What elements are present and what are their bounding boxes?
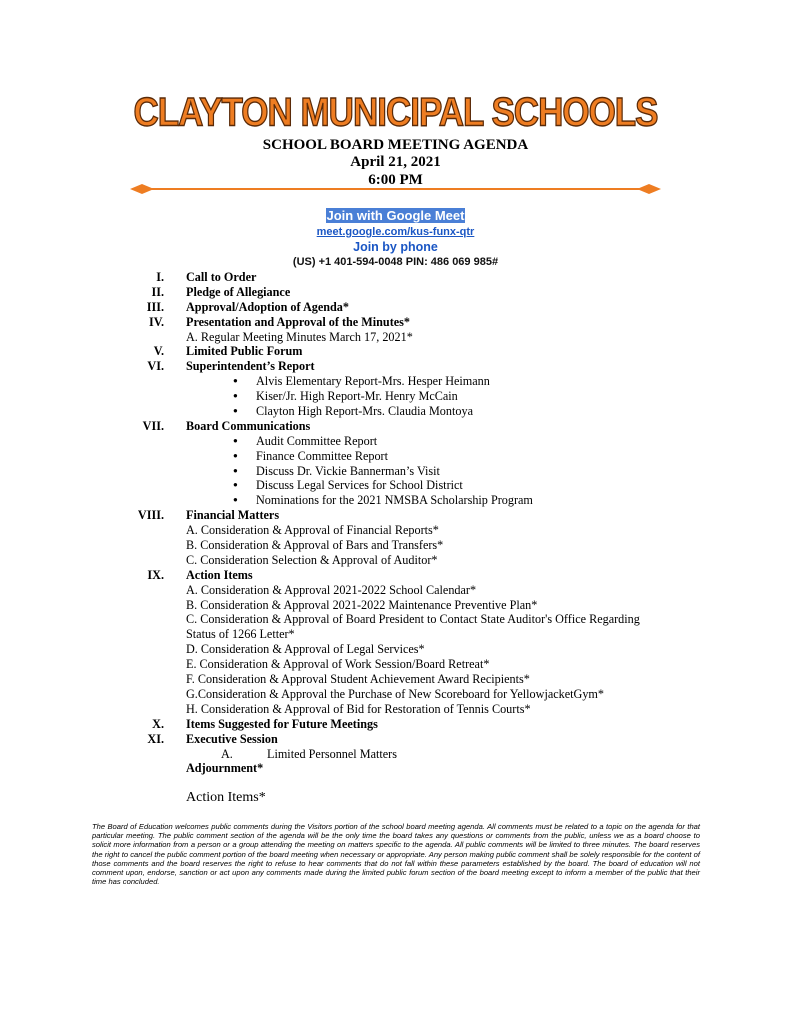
agenda-bullet-item: Nominations for the 2021 NMSBA Scholarship Program <box>256 493 533 508</box>
agenda-bullet-item: Clayton High Report-Mrs. Claudia Montoya <box>256 404 473 419</box>
agenda-row <box>0 598 791 613</box>
agenda-item-number: II. <box>151 284 164 299</box>
agenda-row <box>0 449 791 464</box>
agenda-list <box>0 270 791 776</box>
agenda-row <box>0 732 791 747</box>
agenda-item-title: Financial Matters <box>186 508 280 523</box>
agenda-row <box>0 464 791 479</box>
agenda-item-title: Action Items <box>186 567 253 582</box>
agenda-subitem: H. Consideration & Approval of Bid for Restoration of Tennis Courts* <box>186 701 531 716</box>
agenda-row <box>0 627 791 642</box>
agenda-subitem: F. Consideration & Approval Student Achievement Award Recipients* <box>186 672 530 687</box>
agenda-subitem: Limited Personnel Matters <box>267 746 397 761</box>
agenda-subitem-letter: A. <box>221 746 233 761</box>
agenda-item-number: I. <box>156 270 164 284</box>
phone-pin: (US) +1 401-594-0048 PIN: 486 069 985# <box>292 256 499 268</box>
agenda-row <box>0 538 791 553</box>
join-by-phone-label[interactable]: Join by phone <box>353 240 438 254</box>
agenda-title: SCHOOL BOARD MEETING AGENDA <box>262 137 529 153</box>
agenda-row <box>0 359 791 374</box>
agenda-subitem: C. Consideration & Approval of Board President to Contact State Auditor's Office Regarding <box>186 612 640 627</box>
agenda-row <box>0 315 791 330</box>
bullet-icon: ● <box>233 480 238 490</box>
bullet-icon: ● <box>233 376 238 386</box>
agenda-row <box>0 493 791 508</box>
agenda-item-title: Pledge of Allegiance <box>186 284 291 299</box>
agenda-subitem: A. Consideration & Approval 2021-2022 School Calendar* <box>186 582 477 597</box>
agenda-row <box>0 300 791 315</box>
bullet-icon: ● <box>233 435 238 445</box>
agenda-row <box>0 419 791 434</box>
bullet-icon: ● <box>233 406 238 416</box>
agenda-bullet-item: Finance Committee Report <box>256 448 389 463</box>
agenda-bullet-item: Discuss Dr. Vickie Bannerman’s Visit <box>256 463 440 478</box>
agenda-row <box>0 612 791 627</box>
school-banner: CLAYTON MUNICIPAL SCHOOLS <box>133 90 658 135</box>
agenda-bullet-item: Kiser/Jr. High Report-Mr. Henry McCain <box>256 389 458 404</box>
agenda-row <box>0 389 791 404</box>
agenda-row <box>0 374 791 389</box>
agenda-item-number: VIII. <box>137 508 164 523</box>
bullet-icon: ● <box>233 391 238 401</box>
public-comment-notice: The Board of Education welcomes public comments during the Visitors portion of the school board meeting agenda. All comments must be related to a topic on the agenda for that particular meeting. The public comment section of the agenda will be the only time the board takes any questions or comments from the public, unless we as a board choose to solicit more information from a person or a group attending the meeting on matters specific to the agenda. All public comments will be limited to three minutes. The board reserves the right to cancel the public comment portion of the board meeting when necessary or appropriate. Any person making public comment shall be solely responsible for the content of those comments and the board reserves the right to refuse to hear comments that do not fall within these parameters established by the board. The board of education will not comment upon, endorse, sanction or act upon any comments made during the limited public forum section of the board meeting except to inform a member of the public that their time has concluded. <box>92 822 700 887</box>
agenda-item-title: Superintendent’s Report <box>186 359 315 374</box>
agenda-subitem: E. Consideration & Approval of Work Session/Board Retreat* <box>186 657 490 672</box>
agenda-row <box>0 434 791 449</box>
agenda-row <box>0 330 791 345</box>
agenda-row <box>0 747 791 762</box>
agenda-item-number: XI. <box>147 731 164 746</box>
agenda-item-title: Approval/Adoption of Agenda* <box>186 299 349 314</box>
agenda-row <box>0 717 791 732</box>
agenda-subitem: D. Consideration & Approval of Legal Services* <box>186 642 425 657</box>
agenda-row <box>0 642 791 657</box>
agenda-item-number: VI. <box>147 359 164 374</box>
bullet-icon: ● <box>233 465 238 475</box>
agenda-item-number: IX. <box>147 567 164 582</box>
agenda-item-number: X. <box>152 716 164 731</box>
orange-divider <box>130 182 661 196</box>
agenda-item-number: V. <box>153 344 164 359</box>
agenda-row <box>0 478 791 493</box>
meeting-time: 6:00 PM <box>368 172 423 188</box>
meeting-date: April 21, 2021 <box>350 154 441 170</box>
meet-link[interactable]: meet.google.com/kus-funx-qtr <box>316 226 475 238</box>
agenda-bullet-item: Discuss Legal Services for School District <box>256 478 463 493</box>
agenda-subitem: A. Regular Meeting Minutes March 17, 2021* <box>186 329 413 344</box>
agenda-row <box>0 508 791 523</box>
bullet-icon: ● <box>233 450 238 460</box>
agenda-item-title: Presentation and Approval of the Minutes* <box>186 314 411 329</box>
agenda-subitem: G.Consideration & Approval the Purchase of New Scoreboard for YellowjacketGym* <box>186 686 605 701</box>
agenda-row <box>0 523 791 538</box>
agenda-row <box>0 270 791 285</box>
agenda-row <box>0 583 791 598</box>
agenda-item-number: VII. <box>142 418 164 433</box>
agenda-item-title: Call to Order <box>186 270 257 284</box>
agenda-row <box>0 568 791 583</box>
agenda-subitem: B. Consideration & Approval of Bars and Transfers* <box>186 538 444 553</box>
agenda-row <box>0 657 791 672</box>
agenda-row <box>0 404 791 419</box>
agenda-item-number: III. <box>146 299 164 314</box>
agenda-item-title: Board Communications <box>186 418 311 433</box>
bullet-icon: ● <box>233 495 238 505</box>
agenda-subitem: A. Consideration & Approval of Financial Reports* <box>186 523 439 538</box>
agenda-row <box>0 702 791 717</box>
agenda-row <box>0 761 791 776</box>
agenda-item-title: Adjournment* <box>186 761 264 776</box>
agenda-subitem: C. Consideration Selection & Approval of Auditor* <box>186 552 438 567</box>
agenda-item-title: Limited Public Forum <box>186 344 303 359</box>
agenda-row <box>0 687 791 702</box>
agenda-bullet-item: Alvis Elementary Report-Mrs. Hesper Heimann <box>256 374 490 389</box>
action-items-note: Action Items* <box>186 790 266 805</box>
agenda-subitem: Status of 1266 Letter* <box>186 627 295 642</box>
agenda-row <box>0 344 791 359</box>
agenda-subitem: B. Consideration & Approval 2021-2022 Maintenance Preventive Plan* <box>186 597 538 612</box>
agenda-item-number: IV. <box>148 314 164 329</box>
agenda-row <box>0 553 791 568</box>
agenda-row <box>0 672 791 687</box>
join-google-meet-label[interactable]: Join with Google Meet <box>326 208 465 223</box>
agenda-bullet-item: Audit Committee Report <box>256 433 378 448</box>
agenda-item-title: Executive Session <box>186 731 278 746</box>
agenda-row <box>0 285 791 300</box>
agenda-item-title: Items Suggested for Future Meetings <box>186 716 378 731</box>
